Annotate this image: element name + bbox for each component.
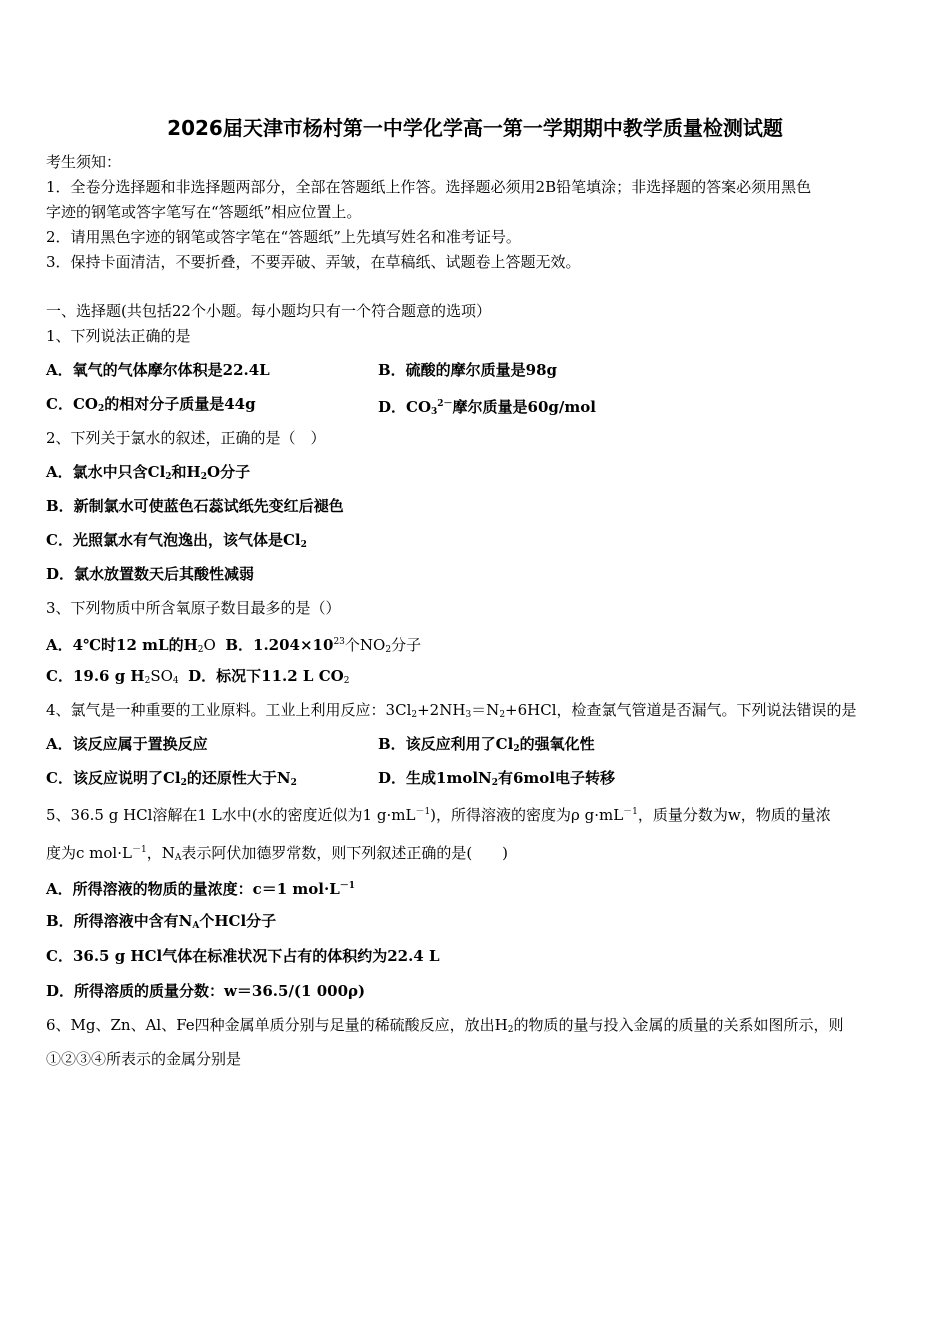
q3-options-ab: A．4℃时12 mL的$H_2O$ B．$1.204\times 10^{23}$个$NO_2$分子 <box>46 636 422 655</box>
q5-stem-cont: 度为c $mol\cdot L^{-1}$，$N_A$表示阿伏加德罗常数，则下列叙述正确的是( ) <box>46 844 509 863</box>
q1-option-d: D．$CO_3^{2-}$摩尔质量是60g/mol <box>378 398 596 417</box>
notice-item-1: 1．全卷分选择题和非选择题两部分，全部在答题纸上作答。选择题必须用2B铅笔填涂；非选择题的答案必须用黑色 <box>46 178 812 196</box>
q2-option-a: A．氯水中只含$Cl_2$和$H_2O$分子 <box>46 463 251 482</box>
q2-stem: 2、下列关于氯水的叙述，正确的是（ ） <box>46 429 326 447</box>
q1-option-b: B．硫酸的摩尔质量是98g <box>378 361 558 379</box>
q2-option-b: B．新制氯水可使蓝色石蕊试纸先变红后褪色 <box>46 497 344 515</box>
q2-option-d: D．氯水放置数天后其酸性减弱 <box>46 565 255 583</box>
section-heading: 一、选择题(共包括22个小题。每小题均只有一个符合题意的选项） <box>46 302 491 320</box>
q1-option-a: A．氧气的气体摩尔体积是22.4L <box>46 361 270 379</box>
q1-option-c: C．$CO_2$的相对分子质量是44g <box>46 395 256 414</box>
q6-stem-cont: ①②③④所表示的金属分别是 <box>46 1050 242 1068</box>
q5-option-c: C．36.5 g HCl气体在标准状况下占有的体积约为22.4 L <box>46 947 440 965</box>
notice-heading: 考生须知： <box>46 153 122 171</box>
q5-stem: 5、36.5 g HCl溶解在1 L水中(水的密度近似为1 $g\cdot mL^{-1}$)，所得溶液的密度为ρ $g\cdot mL^{-1}$，质量分数为w，物质的量浓 <box>46 806 831 824</box>
q4-option-b: B．该反应利用了$Cl_2$的强氧化性 <box>378 735 595 754</box>
q4-option-c: C．该反应说明了$Cl_2$的还原性大于$N_2$ <box>46 769 297 788</box>
notice-item-3: 3．保持卡面清洁，不要折叠，不要弄破、弄皱，在草稿纸、试题卷上答题无效。 <box>46 253 581 271</box>
q3-options-cd: C．19.6 g $H_2SO_4$ D．标况下11.2 L $CO_2$ <box>46 667 350 686</box>
q5-option-d: D．所得溶质的质量分数：w＝36.5/(1 000ρ) <box>46 982 366 1000</box>
q1-stem: 1、下列说法正确的是 <box>46 327 191 345</box>
q5-option-a: A．所得溶液的物质的量浓度：c＝1 $mol\cdot L^{-1}$ <box>46 880 356 898</box>
q6-stem: 6、Mg、Zn、Al、Fe四种金属单质分别与足量的稀硫酸反应，放出$H_2$的物质的量与投入金属的质量的关系如图所示，则 <box>46 1016 844 1035</box>
q4-option-a: A．该反应属于置换反应 <box>46 735 208 753</box>
page-title: 2026届天津市杨村第一中学化学高一第一学期期中教学质量检测试题 <box>167 116 783 140</box>
q4-stem: 4、氯气是一种重要的工业原料。工业上利用反应：$3Cl_2+2NH_3=N_2+6HCl$，检查氯气管道是否漏气。下列说法错误的是 <box>46 701 857 720</box>
q3-stem: 3、下列物质中所含氧原子数目最多的是（） <box>46 599 341 617</box>
notice-item-2: 2．请用黑色字迹的钢笔或答字笔在“答题纸”上先填写姓名和准考证号。 <box>46 228 521 246</box>
q5-option-b: B．所得溶液中含有$N_A$个HCl分子 <box>46 912 277 931</box>
q4-option-d: D．生成1molN$_2$有6mol电子转移 <box>378 769 616 788</box>
q2-option-c: C．光照氯水有气泡逸出，该气体是$Cl_2$ <box>46 531 307 550</box>
notice-item-1-cont: 字迹的钢笔或答字笔写在“答题纸”相应位置上。 <box>46 203 362 221</box>
